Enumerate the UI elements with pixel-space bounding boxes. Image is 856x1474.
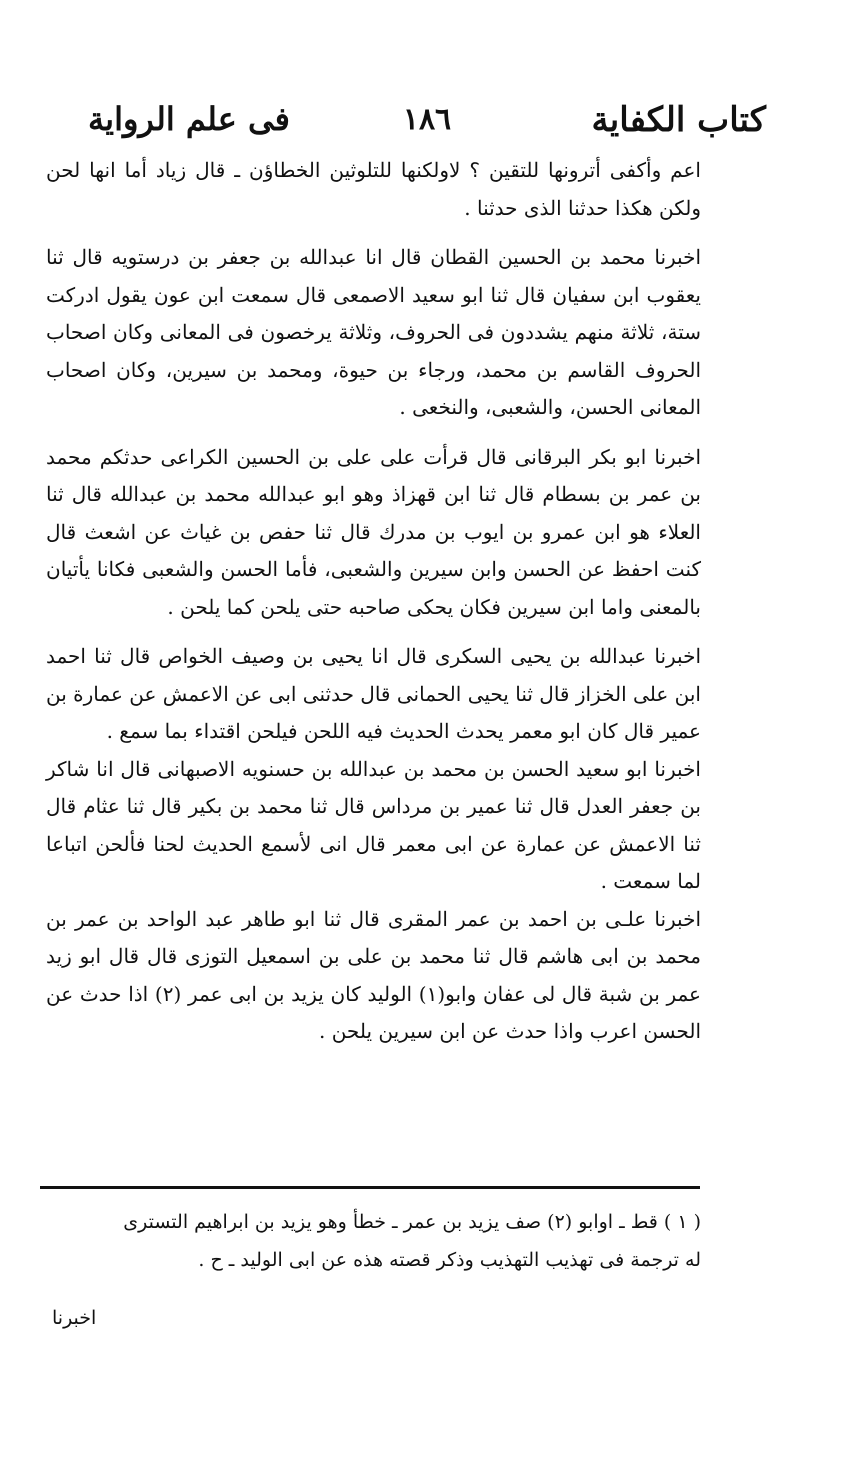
footnote-divider	[40, 1186, 700, 1189]
running-header	[88, 100, 766, 150]
paragraph: اخبرنا محمد بن الحسين القطان قال انا عبدالله بن جعفر بن درستويه قال ثنا يعقوب ابن سفيان قال ثنا ابو سعيد الاصمعى قال سمعت ابن عون يقول ادركت ستة، ثلاثة منهم يشددون فى الحروف، وثلاثة يرخصون فى المعانى وكان اصحاب الحروف القاسم بن محمد، ورجاء بن حيوة، ومحمد بن سيرين، وكان اصحاب المعانى الحسن، والشعبى، والنخعى .	[46, 245, 701, 419]
book-title: كتاب الكفاية	[591, 100, 766, 140]
footnotes	[46, 1203, 701, 1279]
footnote-line: له ترجمة فى تهذيب التهذيب وذكر قصته هذه عن ابى الوليد ـ ح .	[198, 1249, 701, 1271]
paragraph: اخبرنا علـى بن احمد بن عمر المقرى قال ثنا ابو طاهر عبد الواحد بن عمر بن محمد بن ابى هاشم قال ثنا محمد بن على بن اسمعيل التوزى قال قال ابو زيد عمر بن شبة قال لى عفان وابو(١) الوليد كان يزيد بن ابى عمر (٢) اذا حدث عن الحسن اعرب واذا حدث عن ابن سيرين يلحن .	[46, 906, 701, 1043]
running-subtitle: فى علم الرواية	[88, 100, 290, 138]
catchword: اخبرنا	[52, 1307, 97, 1329]
footnote-line: ( ١ ) قط ـ اوابو (٢) صف يزيد بن عمر ـ خطأ وهو يزيد بن ابراهيم التسترى	[123, 1211, 701, 1233]
paragraph: اخبرنا ابو بكر البرقانى قال قرأت على على بن الحسين الكراعى حدثكم محمد بن عمر بن بسطام قال ثنا ابن قهزاذ وهو ابو عبدالله محمد بن عبدالله قال ثنا العلاء هو ابن عمرو بن ايوب بن مدرك قال ثنا حفص بن غياث عن اشعث قال كنت احفظ عن الحسن وابن سيرين والشعبى، فأما الحسن والشعبى فكانا يأتيان بالمعنى واما ابن سيرين فكان يحكى صاحبه حتى يلحن كما يلحن .	[46, 444, 701, 619]
paragraph: اعم وأكفى أترونها للتقين ؟ لاولكنها للتلوثين الخطاؤن ـ قال زياد أما انها لحن ولكن هكذا حدثنا الذى حدثنا .	[46, 158, 701, 220]
page-number: ١٨٦	[402, 102, 452, 137]
paragraph: اخبرنا عبدالله بن يحيى السكرى قال انا يحيى بن وصيف الخواص قال ثنا احمد ابن على الخزاز قال ثنا يحيى الحمانى قال حدثنى ابى عن الاعمش عن عمارة بن عمير قال كان ابو معمر يحدث الحديث فيه اللحن فيلحن اقتداء بما سمع .	[46, 644, 701, 743]
paragraph: اخبرنا ابو سعيد الحسن بن محمد بن عبدالله بن حسنويه الاصبهانى قال انا شاكر بن جعفر العدل قال ثنا عمير بن مرداس قال ثنا محمد بن بكير قال ثنا عثام قال ثنا الاعمش عن عمارة عن ابى معمر قال انى لأسمع الحديث لحنا فألحن اتباعا لما سمعت .	[46, 756, 701, 893]
main-text	[46, 152, 701, 1051]
